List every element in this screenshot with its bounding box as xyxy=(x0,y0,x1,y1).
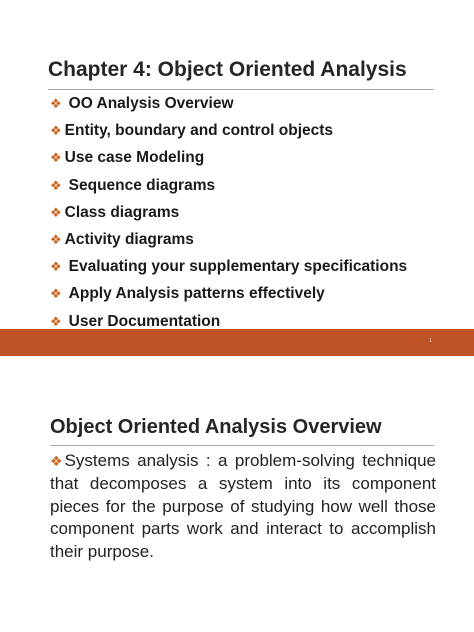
diamond-bullet-icon: ❖ xyxy=(50,453,63,469)
bullet-item xyxy=(50,203,407,230)
diamond-bullet-icon: ❖ xyxy=(50,177,62,193)
diamond-bullet-icon: ❖ xyxy=(50,231,62,247)
bullet-label: Class diagrams xyxy=(64,203,180,221)
slide-1-title: Chapter 4: Object Oriented Analysis xyxy=(48,58,407,81)
paragraph xyxy=(50,450,436,564)
bullet-item xyxy=(50,148,407,175)
bullet-label: User Documentation xyxy=(68,312,221,330)
bullet-label: Entity, boundary and control objects xyxy=(64,122,334,140)
bullet-item xyxy=(50,94,407,121)
bullet-list xyxy=(50,94,407,339)
bullet-label: Sequence diagrams xyxy=(68,176,216,194)
diamond-bullet-icon: ❖ xyxy=(50,259,62,275)
bullet-label: Use case Modeling xyxy=(64,149,205,167)
diamond-bullet-icon: ❖ xyxy=(50,96,62,111)
bullet-label: OO Analysis Overview xyxy=(68,95,234,112)
diamond-bullet-icon: ❖ xyxy=(50,123,62,139)
bullet-item xyxy=(50,284,407,311)
bullet-label: Activity diagrams xyxy=(64,230,194,248)
diamond-bullet-icon: ❖ xyxy=(50,150,62,166)
page-number: 1 xyxy=(429,338,432,344)
bullet-item xyxy=(50,257,407,284)
slide-2 xyxy=(0,390,474,632)
footer-bar xyxy=(0,329,474,356)
slide-gap xyxy=(0,356,474,390)
bullet-item xyxy=(50,230,407,257)
bullet-label: Evaluating your supplementary specifications xyxy=(68,258,408,276)
diamond-bullet-icon: ❖ xyxy=(50,204,62,220)
diamond-bullet-icon: ❖ xyxy=(50,286,62,302)
slide-2-title: Object Oriented Analysis Overview xyxy=(50,416,382,438)
title-divider xyxy=(48,89,434,90)
paragraph-text: Systems analysis : a problem-solving technique that decomposes a system into its component pieces for the purpose of studying how well those component parts work and interact to accomplish their purpose. xyxy=(50,451,436,562)
bullet-item xyxy=(50,121,407,148)
bullet-label: Apply Analysis patterns effectively xyxy=(68,285,325,303)
bullet-item xyxy=(50,176,407,203)
diamond-bullet-icon: ❖ xyxy=(50,313,62,329)
title-divider xyxy=(50,445,434,446)
